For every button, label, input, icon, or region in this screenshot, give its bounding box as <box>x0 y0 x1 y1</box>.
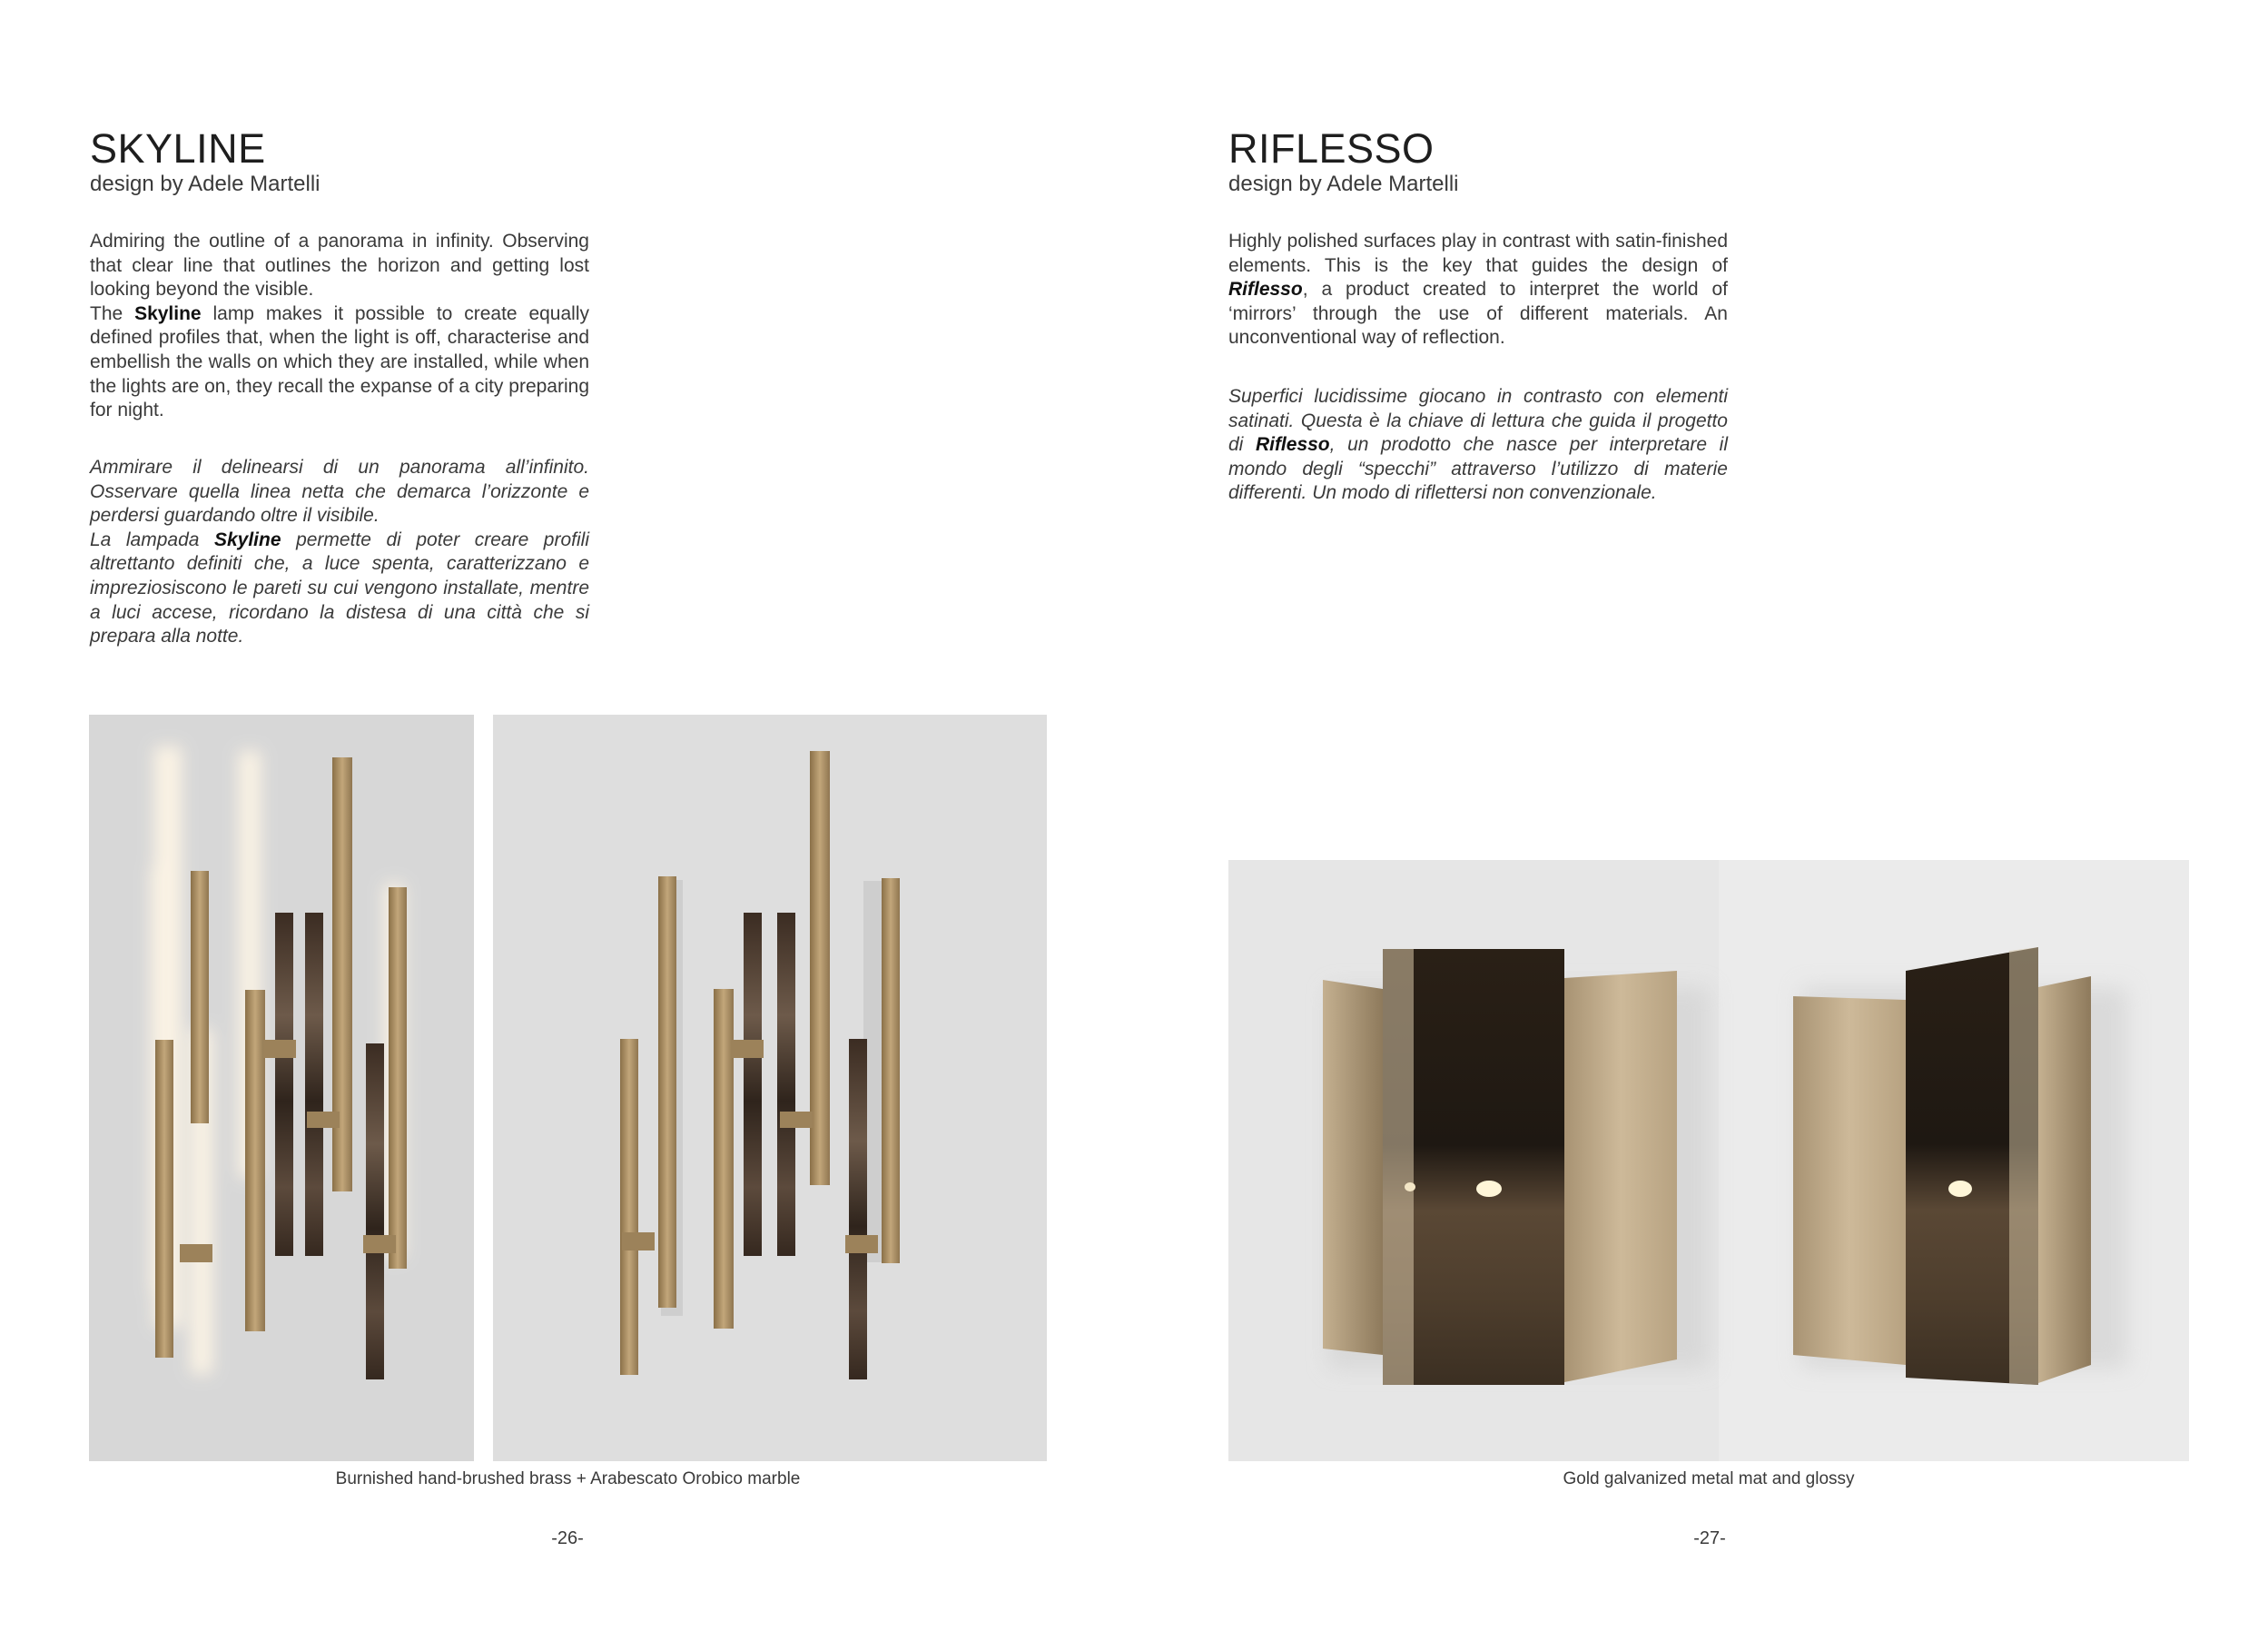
page-right <box>1134 0 2268 1631</box>
cabinet-left <box>1323 949 1710 1385</box>
product-photo-lit <box>89 715 474 1461</box>
paragraph <box>90 302 589 423</box>
product-photo-unlit <box>493 715 1047 1461</box>
paragraph: Ammirare il delinearsi di un panorama all’infinito. Osservare quella linea netta che demarca l’orizzonte e perdersi guardando oltre il visibile. <box>90 457 589 527</box>
text-run: lamp makes it possible to create equally defined profiles that, when the light is off, characterise and embellish the walls on which they are installed, while when the lights are on, they recall the expanse of a city preparing for night. <box>90 302 589 421</box>
page-number: -27- <box>1693 1528 1726 1548</box>
text-run: Highly polished surfaces play in contrast with satin-finished elements. This is the key that guides the design of <box>1228 231 1728 276</box>
text-run: Superfici lucidissime giocano in contrasto con elementi satinati. Questa è la chiave di lettura che guida il progetto di <box>1228 386 1728 456</box>
designer-credit: design by Adele Martelli <box>90 172 320 196</box>
page-title: SKYLINE <box>90 125 266 172</box>
description-en <box>1228 230 1728 351</box>
page-number: -26- <box>551 1528 584 1548</box>
lamp-group <box>620 751 900 1379</box>
product-name: Skyline <box>134 302 202 324</box>
text-run: La lampada <box>90 529 214 550</box>
paragraph <box>90 529 589 649</box>
description-it <box>1228 385 1728 506</box>
description-en <box>90 230 589 423</box>
designer-credit: design by Adele Martelli <box>1228 172 1459 196</box>
product-name: Riflesso <box>1228 279 1303 301</box>
paragraph <box>1228 385 1728 506</box>
text-run: permette di poter creare profili altrettanto definiti che, a luce spenta, caratterizzano e impreziosiscono le pareti su cui vengono installate, mentre a luci accese, ricordano la distesa di una città che si prepara alla notte. <box>90 529 589 647</box>
cabinet-right <box>1793 947 2127 1385</box>
text-run: The <box>90 302 135 324</box>
photo-caption: Burnished hand-brushed brass + Arabescato Orobico marble <box>335 1469 801 1488</box>
text-run: , un prodotto che nasce per interpretare il mondo degli “specchi” attraverso l’utilizzo di materie differenti. Un modo di riflettersi non convenzionale. <box>1228 434 1728 504</box>
page-title: RIFLESSO <box>1228 125 1435 172</box>
photo-caption: Gold galvanized metal mat and glossy <box>1563 1469 1855 1488</box>
product-name: Riflesso <box>1255 434 1330 456</box>
product-name: Skyline <box>213 529 281 550</box>
paragraph <box>1228 230 1728 351</box>
paragraph: Admiring the outline of a panorama in infinity. Observing that clear line that outlines the horizon and getting lost looking beyond the visible. <box>90 231 589 301</box>
description-it <box>90 456 589 649</box>
text-run: , a product created to interpret the world of ‘mirrors’ through the use of different materials. An unconventional way of reflection. <box>1228 279 1728 349</box>
product-photo-riflesso <box>1228 860 2189 1461</box>
